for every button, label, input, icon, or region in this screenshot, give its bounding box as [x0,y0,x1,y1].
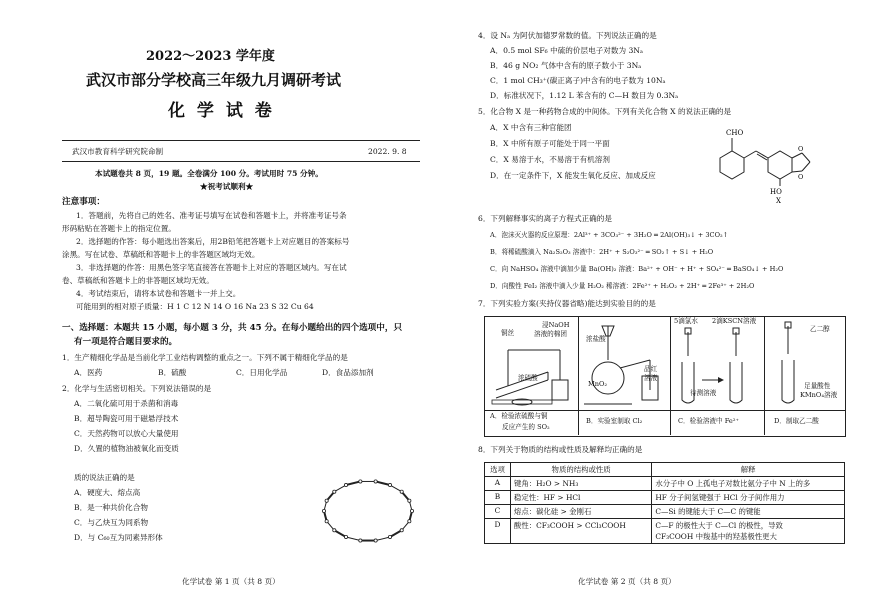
label-magenta: 品红 [644,365,658,373]
carbon-atom [388,535,391,538]
q7-caption-d: D．制取乙二酸 [774,417,819,425]
header-rule-top [62,140,420,141]
carbon-bond [346,481,360,485]
q6-option-c: C．向 NaHSO₄ 溶液中滴加少量 Ba(OH)₂ 溶液：Ba²⁺ + OH⁻ + H⁺ + SO₄²⁻ ═ BaSO₄↓ + H₂O [490,265,784,273]
cyclocarbon-ring-structure [318,476,418,546]
row-property: 酸性：CF₃COOH > CCl₃COOH [510,519,651,544]
carbon-bond [390,530,402,537]
table-header-row [485,463,845,477]
row-option: A [485,477,511,491]
note-line: 卷、草稿纸和答题卡上的非答题区域均无效。 [62,276,214,285]
q7-caption-a-cont: 反应产生的 SO₂ [502,423,550,431]
carbon-bond [334,485,346,492]
q7-divider-3 [764,316,765,435]
q6-option-b: B．将稀硫酸滴入 Na₂S₂O₃ 溶液中：2H⁺ + S₂O₃²⁻ ═ SO₂↑ + S↓ + H₂O [490,248,714,256]
q1-stem: 1．生产精细化学品是当前化学工业结构调整的重点之一。下列不属于精细化学品的是 [62,353,348,362]
carbon-bond [334,530,346,537]
carbon-atom [408,520,411,523]
label-o-1: O [798,145,804,153]
row-explanation: C—Si 的键能大于 C—C 的键能 [652,505,845,519]
row-explanation [652,519,845,544]
q7-divider-2 [670,316,671,435]
page-2 [438,0,870,615]
carbon-bond [390,485,402,492]
carbon-atom [325,499,328,502]
label-test-solution: 待测溶液 [690,389,717,397]
q5-option-b: B．X 中所有原子可能处于同一平面 [490,139,610,148]
label-o-2: O [798,173,804,181]
carbon-atom [333,490,336,493]
carbon-atom [325,520,328,523]
row-explanation-line: C—F 的极性大于 C—Cl 的极性，导致 [655,521,783,530]
q3-option-d: D．与 C₆₀互为同素异形体 [74,533,163,542]
exam-date: 2022. 9. 8 [368,147,407,156]
exam-title: 武汉市部分学校高三年级九月调研考试 [86,71,342,89]
label-chlorine-water: 5滴氯水 [674,317,698,325]
notes-title: 注意事项： [62,197,105,207]
carbon-bond [346,537,360,541]
row-option: C [485,505,511,519]
apparatus-c-fe-test [672,317,762,408]
carbon-atom [333,529,336,532]
q4-option-a: A．0.5 mol SF₆ 中硫的价层电子对数为 3Nₐ [490,46,643,55]
label-excess-acidic: 足量酸性 [804,382,831,390]
row-explanation: HF 分子间氢键强于 HCl 分子间作用力 [652,491,845,505]
q2-option-b: B．超导陶瓷可用于磁悬浮技术 [74,414,179,423]
q6-stem: 6．下列解释事实的离子方程式正确的是 [478,214,612,223]
note-line: 3．非选择题的作答：用黑色签字笔直接答在答题卡上对应的答题区域内。写在试 [76,263,347,272]
q7-caption-c: C．检验溶液中 Fe²⁺ [678,417,739,425]
q1-option-c: C．日用化学品 [236,368,288,377]
carbon-atom [408,499,411,502]
q1-option-b: B．硫酸 [158,368,187,377]
q7-stem: 7．下列实验方案(夹持仪器省略)能达到实验目的的是 [478,299,656,308]
carbon-atom [322,509,325,512]
q1-option-d: D．食品添加剂 [322,368,374,377]
q7-divider-1 [578,316,579,435]
publisher: 武汉市教育科学研究院命制 [72,147,164,156]
page-2-footer: 化学试卷 第 2 页（共 8 页） [578,577,676,586]
label-copper-wire: 铜丝 [501,329,515,337]
q4-option-c: C．1 mol CH₃⁺(碳正离子)中含有的电子数为 10Nₐ [490,76,666,85]
carbon-atom [344,535,347,538]
q3-stem-cont: 质的说法正确的是 [74,473,135,482]
q4-option-b: B．46 g NO₂ 气体中含有的原子数小于 3Nₐ [490,61,642,70]
row-explanation: 水分子中 O 上孤电子对数比氨分子中 N 上的多 [652,477,845,491]
note-line: 2．选择题的作答：每小题选出答案后，用2B铅笔把答题卡上对应题目的答案标号 [76,237,350,246]
apparatus-b-chlorine [580,320,668,408]
q2-option-d: D．久置的植物油被氧化而变质 [74,444,179,453]
carbon-atom [400,529,403,532]
table-row [485,519,845,544]
q8-stem: 8．下列关于物质的结构或性质及解释均正确的是 [478,445,643,454]
label-kscn: 2滴KSCN溶液 [712,317,757,325]
label-solution: 溶液 [644,374,658,382]
col-header-option: 选项 [485,463,511,477]
q6-option-d: D．向酸性 FeI₂ 溶液中滴入少量 H₂O₂ 稀溶液：2Fe²⁺ + H₂O₂ + 2H⁺ ═ 2Fe³⁺ + 2H₂O [490,282,755,290]
school-year: 2022～2023 学年度 [146,49,275,64]
table-row [485,477,845,491]
carbon-atom [359,480,362,483]
q5-stem: 5．化合物 X 是一种药物合成的中间体。下列有关化合物 X 的说法正确的是 [478,107,732,116]
row-explanation-line: CF₃COOH 中羧基中的羟基极性更大 [655,532,777,541]
q4-stem: 4．设 Nₐ 为阿伏加德罗常数的值。下列说法正确的是 [478,31,657,40]
carbon-atom [344,483,347,486]
label-naoh-cotton-2: 溶液的棉团 [534,330,567,338]
carbon-atom [374,480,377,483]
subject-title: 化 学 试 卷 [168,101,275,121]
q3-option-b: B．是一种共价化合物 [74,503,148,512]
row-option: D [485,519,511,544]
note-line: 涂黑。写在试卷、草稿纸和答题卡上的非答题区域均无效。 [62,250,260,259]
col-header-explanation: 解释 [652,463,845,477]
label-cho: CHO [726,129,744,137]
row-property: 熔点：碳化硅 > 金刚石 [510,505,651,519]
q1-option-a: A．医药 [74,368,103,377]
note-line: 形码粘贴在答题卡上的指定位置。 [62,224,176,233]
label-ethylene-glycol: 乙二醇 [810,325,830,333]
label-ho: HO [770,188,782,196]
compound-x-structure [710,122,820,204]
q7-caption-a: A．检验浓硫酸与铜 [490,412,548,420]
header-rule-bottom [62,161,420,162]
q2-option-c: C．天然药物可以放心大量使用 [74,429,179,438]
section-1-heading: 一、选择题：本题共 15 小题，每小题 3 分，共 45 分。在每小题给出的四个选项中，只 [62,323,403,333]
carbon-atom [374,539,377,542]
q5-option-d: D．在一定条件下，X 能发生氧化反应、加成反应 [490,171,656,180]
paper-summary: 本试题卷共 8 页，19 题。全卷满分 100 分。考试用时 75 分钟。 [95,169,323,178]
label-mno2: MnO₂ [588,380,608,388]
carbon-bond [376,537,390,541]
note-line: 1．答题前，先将自己的姓名、准考证号填写在试卷和答题卡上，并将准考证号条 [76,211,347,220]
q7-caption-b: B．实验室制取 Cl₂ [586,417,643,425]
label-conc-hcl: 浓盐酸 [586,335,606,343]
q4-option-d: D．标准状况下，1.12 L 苯含有的 C—H 数目为 0.3Nₐ [490,91,679,100]
note-line: 4．考试结束后，请将本试卷和答题卡一并上交。 [76,289,241,298]
carbon-atom [400,490,403,493]
label-naoh-cotton: 浸NaOH [542,321,570,329]
carbon-atom [410,509,413,512]
carbon-bond [376,481,390,485]
good-luck: ★祝考试顺利★ [200,182,254,191]
atomic-masses: 可能用到的相对原子质量：H 1 C 12 N 14 O 16 Na 23 S 32 Cu 64 [76,302,314,311]
q5-option-c: C．X 易溶于水，不易溶于有机溶剂 [490,155,610,164]
q7-caption-divider [484,410,845,411]
q2-stem: 2．化学与生活密切相关。下列说法错误的是 [62,384,212,393]
row-property: 键角：H₂O > NH₃ [510,477,651,491]
q2-option-a: A．二氧化硫可用于杀菌和消毒 [74,399,179,408]
q3-option-a: A．硬度大、熔点高 [74,488,141,497]
label-kmno4: KMnO₄溶液 [800,391,838,399]
carbon-atom [388,483,391,486]
carbon-atom [359,539,362,542]
q6-option-a: A．泡沫灭火器的反应原理：2Al³⁺ + 3CO₃²⁻ + 3H₂O ═ 2Al(OH)₃↓ + 3CO₂↑ [490,231,729,239]
label-x: X [776,197,781,205]
q8-table [484,462,845,544]
q5-option-a: A．X 中含有三种官能团 [490,123,572,132]
table-row [485,505,845,519]
section-1-heading-cont: 有一项是符合题目要求的。 [74,337,178,347]
label-conc-h2so4: 浓硫酸 [518,374,538,382]
row-property: 稳定性：HF > HCl [510,491,651,505]
q3-option-c: C．与乙炔互为同系物 [74,518,149,527]
table-row [485,491,845,505]
col-header-property: 物质的结构或性质 [510,463,651,477]
row-option: B [485,491,511,505]
page-1-footer: 化学试卷 第 1 页（共 8 页） [182,577,280,586]
